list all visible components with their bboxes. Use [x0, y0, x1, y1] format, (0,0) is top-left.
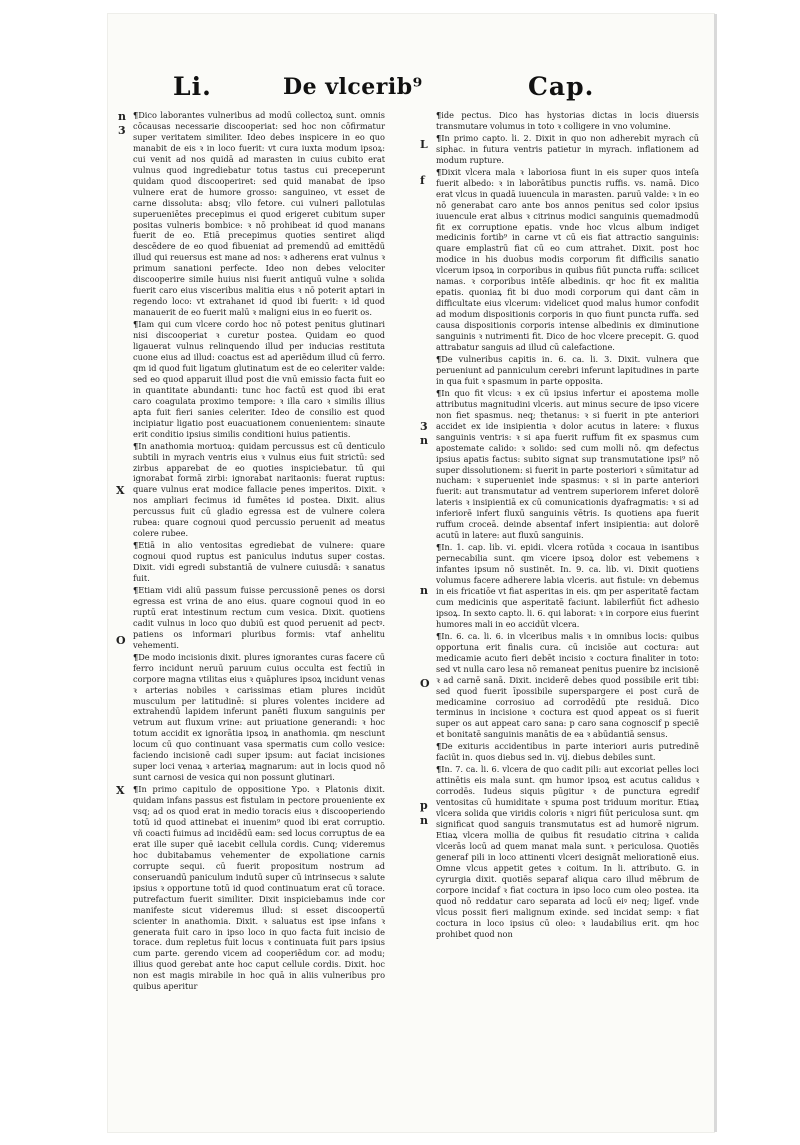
margin-note: 3 — [118, 124, 126, 137]
margin-note: X — [116, 484, 125, 497]
margin-note: 3 — [420, 420, 428, 433]
margin-note: f — [420, 174, 425, 187]
header-capitulum: Cap. — [528, 72, 595, 101]
paragraph: ¶ In. 1. cap. lib. vi. epidi. vlcera rotūda ꝛ cocaua in isantibus pernecabilia sunt. qm vicere ipsoꝝ dolor est vebemens ꝛ infantes ipsum nō sustinēt. In. 9. ca. lib. vi. Dixit quotiens volumus facere adherere labia vlceris. aut fistule: vn debemus in eis fricatiōe vt fiat asperitas in eis. qm per asperitatē factam cum medicinis que asperitatē faciunt. labilerfiūt fict adhesio ipsoꝝ. In sexto capto. li. 6. qui laborat: ꝛ in corpore eius fuerint humores mali in eo accidūt vlcera. — [436, 542, 699, 630]
paragraph: ¶ De vulneribus capitis in. 6. ca. li. 3. Dixit. vulnera que perueniunt ad panniculum cerebri inferunt lapitudines in parte in qua fuit ꝛ spasmum in parte opposita. — [436, 354, 699, 387]
paragraph: ¶ In quo fit vlcus: ꝛ ex cū ipsius infertur ei apostema molle attributus magnitudini vlceris. aut minus secure de ipso vicere non fiet spasmus. neq; thetanus: ꝛ si fuerit in pte anteriori accidet ex ide insipientia ꝛ dolor acutus in latere: ꝛ fluxus sanguinis ventris: ꝛ si apa fuerit ruffum fit ex spasmus cum apostemate calido: ꝛ solido: sed cum molli nō. qm defectus ipsius apatis factus: subito signat sup transmutatione ipsi⁹ nō super dissolutionem: si fuerit in parte posteriori ꝛ sūmitatur ad nucham: ꝛ superueniet inde spasmus: ꝛ si in parte anteriori fuerit: aut transmutatur ad ventrem superiorem inferet dolorē lateris ꝛ insipientiā ex cū comunicationis dyafragmatis: ꝛ si ad inferiorē infert fluxū sanguinis vētris. Is quotiens apa fuerit ruffum croceā. deinde absentaf infert insipientia: aut dolorē acutū in latere: aut fluxū sanguinis. — [436, 388, 699, 541]
paragraph: ¶ Dixit vlcera mala ꝛ laboriosa fiunt in eis super quos inteſa fuerit albedo: ꝛ in laborātibus punctis ruffis. vs. namā. Dico erat vlcus in quadā iuuencula in marasten. paruū valde: ꝛ in eo nō generabat caro ante bos annos penitus sed color ipsius iuuencule erat albus ꝛ citrinus modici sanguinis quemadmodū fit ex corruptione epatis. vnde hoc vlcus album indiget medicinis fortib⁹ in carne vt cū eis fiat attractio sanguinis: quare emplastrū fiat cū eo cum attrahet. Dixit. post hoc modice in his duobus modis corporum fit difficilis sanatio vlcerum ipsoꝝ in corporibus in quibus fiūt puncta ruffa: scilicet namas. ꝛ corporibus intēſe albedinis. qr hoc fit ex malitia epatis. quoniaꝝ fit bi duo modi corporum qui dant cām in difficultate eius vlcerum: videlicet quod malus humor confodit ad modum dispositionis corporis in quo fiunt puncta ruffa. sed causa dispositionis corporis intense albedinis ex diminutione sanguinis ꝛ nutrimenti fit. Dico de hoc vlcere precepit. G. quod attrabatur sanguis ad illud cū calefactione. — [436, 167, 699, 353]
text-column-left — [133, 110, 385, 992]
paragraph: ¶ Etiam vidi aliū passum fuisse percussionē penes os dorsi egressa est vrina de ano eius. quare cognoui quod in eo ruptū erat intestinum rectum cum vesica. Dixit. quotiens cadit vulnus in loco quo dubiū est quod peruenit ad pectꝰ. patiens os informari pluribus formis: vtaf anhelitu vehementi. — [133, 585, 385, 651]
paragraph: ¶ De exituris accidentibus in parte interiori auris putredinē faciūt in. quos diebus sed in. vij. diebus debiles sunt. — [436, 741, 699, 763]
paragraph: ¶ In. 7. ca. li. 6. vlcera de quo cadit pili: aut excoriat pelles loci attinētis eis mala sunt. qm humor ipsoꝝ est acutus calidus ꝛ corrodēs. Iudeus siquis pūgitur ꝛ de punctura egredif ventositas cū humiditate ꝛ spuma post triduum moritur. Etiaꝝ vlcera solida que viridis coloris ꝛ nigri fiūt periculosa sunt. qm significat quod sanguis transmutatus est ad humorē nigrum. Etiaꝝ vlcera mollia de quibus fit resudatio citrina ꝛ calida vlcerās locū ad quem manat mala sunt. ꝛ periculosa. Quotiēs generaf pili in loco attinenti vlceri designāt meliorationē eius. Omne vlcus appetit getes ꝛ coitum. In li. attributo. G. in cyrurgia dixit. quotiēs separaf aliqua caro illud mēbrum de corpore incidaf ꝛ fiat coctura in ipso loco cum oleo postea. ita quod nō reddatur caro separata ad locū eiꝰ neq; ligef. vnde vlcus possit fieri malignum exinde. sed incidat semp: ꝛ fiat coctura in loco ipsius cū oleo: ꝛ laudabilius erit. qm hoc prohibet quod non — [436, 764, 699, 939]
margin-note: L — [420, 138, 428, 151]
paragraph: ¶ In anathomia mortuoꝝ: quidam percussus est cū denticulo subtili in myrach ventris eius ꝛ vulnus eius fuit strictū: sed zirbus apparebat de eo quoties inspiciebatur. tū qui ignorabat formā zirbi: ignorabat naritaonis: fuerat ruptus: quare vulnus erat modice fallacie penes imperitos. Dixit. ꝛ nos ampliari fecimus id fumētes id postea. Dixit. alius percussus fuit cū gladio egressa est de vulnere colera rubea: quare cognoui quod percussio peruenit ad meatus colere rubee. — [133, 441, 385, 540]
paragraph: ¶ In primo capitulo de oppositione Ypo. ꝛ Platonis dixit. quidam infans passus est fistulam in pectore proueniente ex vsq; ad os quod erat in medio toracis eius ꝛ discooperiendo totū id quod attinebat ei inuenim⁹ quod ibi erat corruptio. vñ coacti fuimus ad incidēdū eam: sed locus corruptus de ea erat ille super quē iacebit cellula cordis. Cunq; videremus hoc dubitabamus vehementer de expoliatione carnis corrupte sequi. cū fuerit propositum nostrum ad conseruandū paniculum indutū super cū intrinsecus ꝛ salute ipsius ꝛ opportune totū id quod continuatum erat cū torace. putrefactum fuerit similiter. Dixit inspiciebamus inde cor manifeste sicut videremus illud: si esset discoopertū scienter in anathomia. Dixit. ꝛ saluatus est ipse infans ꝛ generata fuit caro in ipso loco in quo facta fuit incisio de torace. dum repletus fuit locus ꝛ continuata fuit pars ipsius cum parte. gerendo vicem ad cooperiēdum cor. ad modu; illius quod gerebat ante hoc caput cellule cordis. Dixit. hoc non est magis mirabile in hoc quā in aliis vulneribus pro quibus aperitur — [133, 784, 385, 992]
paragraph: ¶ De modo incisionis dixit. plures ignorantes curas facere cū ferro incidunt neruū paruum cuius occulta est fectiū in corpore magna vtilitas eius ꝛ quāplures ipsoꝝ incidunt venas ꝛ arterias nobiles ꝛ carissimas etiam plures incidūt musculum per latitudinē: si plures volentes incidere ad extrahendū lapidem inferunt panēti fluxum sanguinis per vetrum aut fluxum vrine: aut priuatione generandi: ꝛ hoc totum accidit ex ignorātia ipsoꝝ in anathomia. qm nesciunt locum cū quo continuant vasa spermatis cum collo vesice: faciendo incisionē cadi super ipsum: aut faciat incisiones super loci venaꝝ ꝛ arteriaꝝ magnarum: aut in locis quod nō sunt carnosi de vesica qui non possunt glutinari. — [133, 652, 385, 783]
margin-note: n — [118, 110, 126, 123]
paragraph: ¶ Dico laborantes vulneribus ad modū collectoꝝ sunt. omnis cōcausas necessarie discooperiat: sed hoc non cōfirmatur super veritatem similiter. Ideo debes inspicere in eo quo manabit de eis ꝛ in loco fuerit: vt cura iuxta modum ipsoꝝ: cui venit ad nos quidā ad marasten in cuius cubito erat vulnus quod ingrediebatur totus tastus cui preceperunt quidam quod discooperiret: sed quid manabat de ipso vulnere erat de humore grosso: sanguineo, vt esset de carne dissoluta: absq; vllo fetore. cui vulneri pallotulas superueniētes precepimus ei quod erigeret cubitum super positas vulneris bombice: ꝛ nō prohibeat id quod manans fuerit de eo. Etiā precepimus quoties sentiret aliqd descēdere de eo quod fibueniat ad premendū ad emittēdū illud qui reuersus est mane ad nos: ꝛ adherens erat vulnus ꝛ primum sanationi perfecte. Ideo non debes velociter discooperire simile huius nisi fuerit antiquū vulne ꝛ solida fuerit caro eius visceribus malitia eius ꝛ nō poterit aptari in regendo loco: vt extrahanet id quod ibi fuerit: ꝛ id quod manauerit de eo fuerit malū ꝛ maligni eius in eo fuerit os. — [133, 110, 385, 318]
header-title: De vlcerib⁹ — [283, 74, 423, 100]
paragraph: ¶ In. 6. ca. li. 6. in vlceribus malis ꝛ in omnibus locis: quibus opportuna erit finalis cura. cū incisiōe aut coctura: aut medicamie acuto fieri debēt incisio ꝛ coctura finaliter in toto: sed vt nulla caro lesa nō remaneat penitus puenire bz incisionē ꝛ ad carnē sanā. Dixit. inciderē debes quod possibile erit tibi: sed quod fuerit īpossibile superspargere ei post curā de medicamine corrosiuo ad corrodēdū pte residuā. Dico terminus in incisione ꝛ coctura est quod appeat os si fuerit super os aut appeat caro sana: p caro sana cognoscif p speciē et bonitatē sanguinis manātis de ea ꝛ abūdantiā sensus. — [436, 631, 699, 741]
paragraph: ¶ Etiā in alio ventositas egrediebat de vulnere: quare cognoui quod ruptus est paniculus indutus super costas. Dixit. vidi egredi substantiā de vulnere cuiusdā: ꝛ sanatus fuit. — [133, 540, 385, 584]
paragraph: ¶ Iam qui cum vlcere cordo hoc nō potest penitus glutinari nisi discooperiat ꝛ curetur postea. Quidam eo quod ligauerat vulnus relinquendo illud per inducias restituta cuone eius ad illud: coactus est ad aperiēdum illud cū ferro. qm id quod fuit ligatum glutinatum est de eo celeriter valde: sed eo quod apparuit illud post die vnū emissio facta fuit eo in quantitate abundanti: tunc hoc factū est quod ibi erat caro coagulata proximo tempore: ꝛ illa caro ꝛ similis illius apta fuit fieri sanies celeriter. Ideo de consilio est quod incipiatur ligatio post euacuationem conuenientem: sinaute erit conditio ipsius similis conditioni huius patientis. — [133, 319, 385, 439]
margin-note: n — [420, 814, 428, 827]
text-column-right — [436, 110, 699, 939]
margin-note: n — [420, 434, 428, 447]
margin-note: n — [420, 584, 428, 597]
margin-note: p — [420, 799, 428, 812]
book-page — [108, 14, 714, 1132]
margin-note: X — [116, 784, 125, 797]
paragraph: ¶ In primo capto. li. 2. Dixit in quo non adherebit myrach cū siphac. in futura ventris patietur in myrach. inflationem ad modum rupture. — [436, 133, 699, 166]
header-liber: Li. — [173, 72, 212, 101]
paragraph: ¶ ide pectus. Dico has hystorias dictas in locis diuersis transmutare volumus in toto ꝛ colligere in vno volumine. — [436, 110, 699, 132]
margin-note: O — [420, 677, 430, 690]
margin-note: O — [116, 634, 126, 647]
